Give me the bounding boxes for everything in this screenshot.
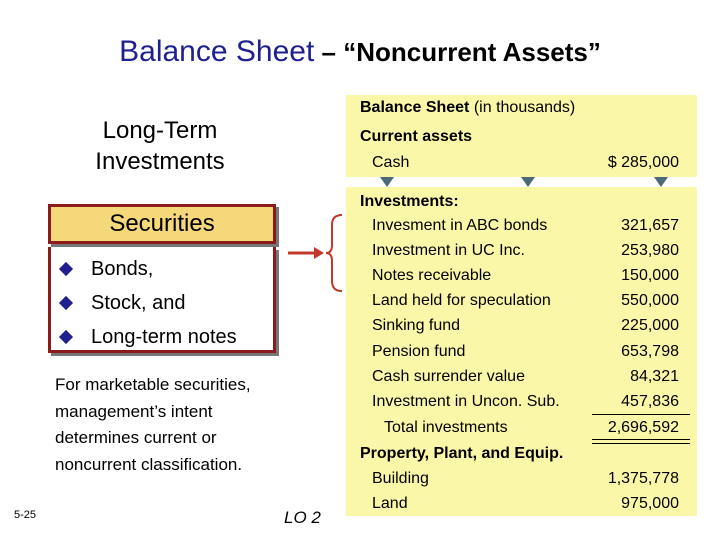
arrow-head-icon — [314, 247, 324, 259]
investment-label: Investment in UC Inc. — [372, 242, 525, 259]
learning-objective-label: LO 2 — [284, 508, 321, 527]
ppe-label: Building — [372, 470, 429, 487]
slide-number: 5-25 — [14, 509, 37, 521]
investment-value: 457,836 — [621, 393, 679, 410]
investment-value: 550,000 — [621, 292, 679, 309]
balance-sheet-title — [360, 95, 575, 120]
investments-heading: Investments: — [360, 193, 459, 210]
investment-label: Sinking fund — [372, 317, 461, 334]
slide-title-sub: – “Noncurrent Assets” — [314, 37, 601, 67]
continuation-marker-icon — [521, 177, 535, 187]
note-line: For marketable securities, — [55, 375, 251, 394]
securities-item-bonds — [57, 253, 153, 285]
slide-title-main: Balance Sheet — [119, 35, 315, 68]
securities-item-label: Stock, and — [91, 292, 186, 314]
ppe-value: 1,375,778 — [607, 470, 679, 487]
balance-sheet-header-panel — [346, 95, 697, 177]
diamond-bullet-icon — [59, 262, 73, 276]
investment-value: 84,321 — [630, 368, 679, 385]
cash-row — [346, 150, 697, 175]
continuation-marker-icon — [654, 177, 668, 187]
cash-label: Cash — [372, 154, 410, 171]
investment-row — [346, 364, 697, 389]
ppe-row — [346, 466, 697, 491]
investment-label: Cash surrender value — [372, 368, 525, 385]
investment-row — [346, 263, 697, 288]
total-investments-value: 2,696,592 — [607, 419, 679, 436]
investment-row — [346, 238, 697, 263]
investment-label: Notes receivable — [372, 267, 492, 284]
investment-label: Pension fund — [372, 343, 466, 360]
securities-item-stock — [57, 287, 186, 319]
investment-row — [346, 213, 697, 238]
investment-row — [346, 389, 697, 414]
investment-label: Invesment in ABC bonds — [372, 217, 548, 234]
investment-value: 150,000 — [621, 267, 679, 284]
heading-line-1: Long-Term — [102, 117, 218, 144]
ppe-heading: Property, Plant, and Equip. — [360, 445, 564, 462]
note-line: noncurrent classification. — [55, 454, 243, 474]
balance-sheet-unit: (in thousands) — [473, 99, 576, 116]
investment-label: Investment in Uncon. Sub. — [372, 393, 560, 410]
total-investments-label: Total investments — [384, 419, 508, 436]
balance-sheet-title-text: Balance Sheet — [360, 99, 470, 116]
cash-value: $ 285,000 — [607, 154, 679, 171]
long-term-investments-heading — [60, 115, 260, 177]
heading-line-2: Investments — [95, 148, 225, 175]
securities-box: Securities — [48, 204, 276, 244]
investment-row — [346, 339, 697, 364]
current-assets-heading: Current assets — [360, 128, 473, 145]
securities-list — [48, 247, 276, 353]
diamond-bullet-icon — [59, 296, 73, 310]
securities-item-label: Long-term notes — [91, 326, 237, 348]
total-investments-row — [346, 415, 697, 440]
investment-row — [346, 288, 697, 313]
slide-title — [0, 34, 720, 70]
balance-sheet-investments-panel — [346, 187, 697, 516]
continuation-marker-icon — [380, 177, 394, 187]
investment-row — [346, 313, 697, 338]
note-line: management’s intent — [55, 401, 213, 421]
marketable-securities-note — [55, 372, 305, 478]
ppe-row — [346, 491, 697, 516]
ppe-value: 975,000 — [621, 495, 679, 512]
brace-icon — [326, 215, 342, 291]
investment-label: Land held for speculation — [372, 292, 551, 309]
investment-value: 225,000 — [621, 317, 679, 334]
investment-value: 321,657 — [621, 217, 679, 234]
diamond-bullet-icon — [59, 330, 73, 344]
note-line: determines current or — [55, 428, 217, 447]
ppe-label: Land — [372, 495, 408, 512]
investment-value: 253,980 — [621, 242, 679, 259]
investment-value: 653,798 — [621, 343, 679, 360]
securities-item-label: Bonds, — [91, 258, 154, 280]
arrow-brace-icon — [286, 213, 346, 293]
total-double-underline — [592, 439, 690, 444]
securities-item-notes — [57, 321, 237, 353]
